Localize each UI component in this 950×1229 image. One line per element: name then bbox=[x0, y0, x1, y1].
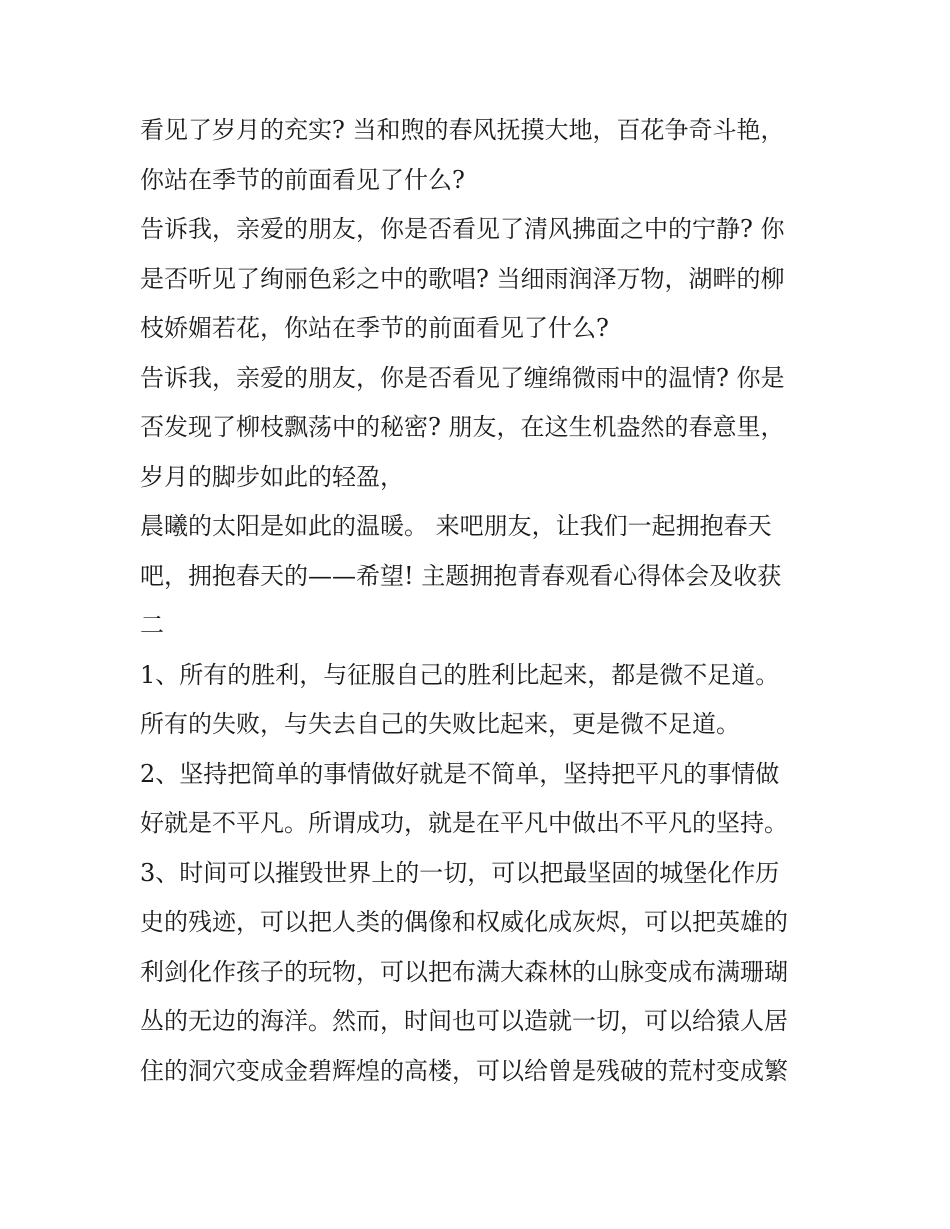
text-line: 告诉我，亲爱的朋友，你是否看见了清风拂面之中的宁静? 你 bbox=[140, 215, 785, 243]
text-line: 住的洞穴变成金碧辉煌的高楼，可以给曾是残破的荒村变成繁 bbox=[140, 1056, 788, 1085]
text-line: 否发现了柳枝飘荡中的秘密? 朋友，在这生机盎然的春意里， bbox=[140, 413, 785, 441]
text-line: 看见了岁月的充实? 当和煦的春风抚摸大地，百花争奇斗艳， bbox=[140, 116, 785, 144]
text-line: 二 bbox=[140, 611, 164, 639]
text-line: 枝娇媚若花，你站在季节的前面看见了什么? bbox=[140, 314, 609, 342]
text-line: 岁月的脚步如此的轻盈， bbox=[140, 462, 404, 491]
text-line: 吧，拥抱春天的——希望! 主题拥抱青春观看心得体会及收获 bbox=[140, 561, 782, 590]
text-line: 2、坚持把简单的事情做好就是不简单，坚持把平凡的事情做 bbox=[140, 759, 780, 788]
text-line: 3、时间可以摧毁世界上的一切，可以把最坚固的城堡化作历 bbox=[140, 858, 780, 887]
body-text bbox=[140, 106, 820, 1096]
text-line: 所有的失败，与失去自己的失败比起来，更是微不足道。 bbox=[140, 710, 740, 738]
text-line: 丛的无边的海洋。然而，时间也可以造就一切，可以给猿人居 bbox=[140, 1007, 788, 1035]
text-line: 告诉我，亲爱的朋友，你是否看见了缠绵微雨中的温情? 你是 bbox=[140, 363, 785, 392]
text-line: 好就是不平凡。所谓成功，就是在平凡中做出不平凡的坚持。 bbox=[140, 809, 788, 837]
text-line: 你站在季节的前面看见了什么? bbox=[140, 165, 465, 194]
text-line: 1、所有的胜利，与征服自己的胜利比起来，都是微不足道。 bbox=[140, 660, 780, 689]
text-line: 是否听见了绚丽色彩之中的歌唱? 当细雨润泽万物，湖畔的柳 bbox=[140, 264, 785, 293]
text-line: 利剑化作孩子的玩物，可以把布满大森林的山脉变成布满珊瑚 bbox=[140, 957, 788, 986]
text-line: 史的残迹，可以把人类的偶像和权威化成灰烬，可以把英雄的 bbox=[140, 908, 788, 936]
text-line: 晨曦的太阳是如此的温暖。 来吧朋友，让我们一起拥抱春天 bbox=[140, 512, 772, 540]
